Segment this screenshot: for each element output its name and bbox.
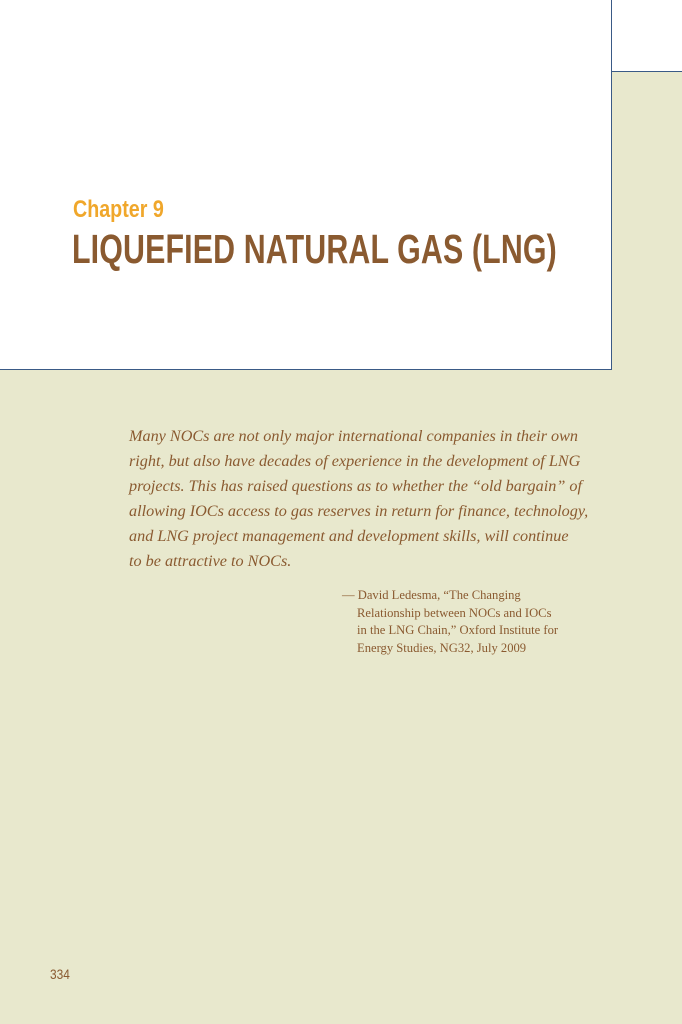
panel-border-line — [611, 71, 682, 72]
attribution-line: Energy Studies, NG32, July 2009 — [357, 640, 527, 655]
chapter-title-panel — [0, 0, 612, 370]
page-number: 334 — [50, 966, 70, 982]
epigraph-line: to be attractive to NOCs. — [129, 552, 292, 570]
epigraph-attribution — [342, 587, 602, 657]
attribution-line: in the LNG Chain,” Oxford Institute for — [357, 623, 559, 637]
chapter-label: Chapter 9 — [73, 196, 164, 223]
attribution-line: Relationship between NOCs and IOCs — [357, 605, 552, 620]
epigraph-quote — [129, 424, 609, 574]
epigraph-line: Many NOCs are not only major international companies in their own — [129, 427, 579, 445]
attribution-line: — David Ledesma, “The Changing — [342, 588, 521, 602]
chapter-title: LIQUEFIED NATURAL GAS (LNG) — [72, 226, 557, 272]
epigraph-line: right, but also have decades of experience in the development of LNG — [129, 452, 581, 470]
epigraph-line: projects. This has raised questions as to whether the “old bargain” of — [129, 477, 582, 495]
epigraph-line: allowing IOCs access to gas reserves in return for finance, technology, — [129, 502, 589, 520]
epigraph-line: and LNG project management and development skills, will continue — [129, 527, 569, 545]
